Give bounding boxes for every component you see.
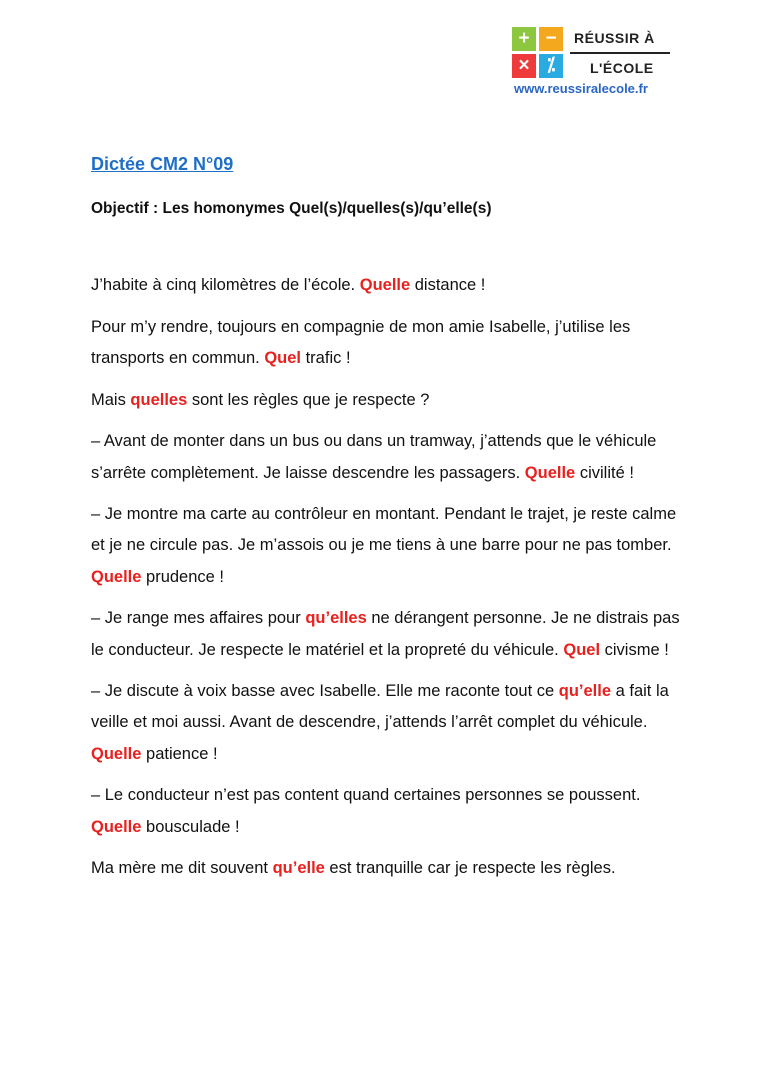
times-icon: × — [512, 54, 536, 78]
paragraph-4 — [91, 426, 691, 488]
paragraph-3 — [91, 385, 691, 416]
text-segment: est tranquille car je respecte les règles. — [324, 859, 616, 878]
site-logo — [512, 27, 682, 97]
homonym-highlight: qu’elle — [558, 682, 612, 701]
homonym-highlight: Quel — [563, 640, 601, 659]
homonym-highlight: Quelle — [359, 276, 411, 294]
homonym-highlight: qu’elle — [272, 859, 325, 878]
homonym-highlight: Quelle — [524, 463, 576, 482]
objective: Objectif : Les homonymes Quel(s)/quelles(s)/qu’elle(s) — [91, 200, 492, 217]
text-segment: patience ! — [141, 744, 218, 763]
paragraph-1 — [91, 270, 691, 301]
text-segment: Pour m’y rendre, toujours en compagnie de mon amie Isabelle, j’utilise les transports en commun. — [91, 317, 631, 367]
text-segment: ne dérangent personne. Je ne distrais pas le conducteur. Je respecte le matériel et la propreté du véhicule. — [91, 609, 680, 659]
plus-icon: + — [512, 27, 536, 51]
dictation-text — [91, 270, 691, 895]
text-segment: sont les règles que je respecte ? — [187, 390, 430, 409]
homonym-highlight: Quelle — [91, 744, 142, 763]
homonym-highlight: Quel — [264, 348, 302, 367]
text-segment: Ma mère me dit souvent — [91, 859, 273, 878]
logo-brand-line1: RÉUSSIR À — [574, 30, 655, 46]
text-segment: distance ! — [410, 276, 486, 294]
text-segment: civisme ! — [600, 640, 669, 659]
text-segment: – Avant de monter dans un bus ou dans un tramway, j’attends que le véhicule s’arrête complètement. Je laisse descendre les passagers. — [91, 432, 657, 482]
text-segment: – Je montre ma carte au contrôleur en montant. Pendant le trajet, je reste calme et je ne circule pas. Je m’assois ou je me tiens à une barre pour ne pas tomber. — [91, 505, 677, 555]
paragraph-8 — [91, 780, 691, 842]
logo-divider — [570, 52, 670, 54]
paragraph-5 — [91, 499, 691, 593]
homonym-highlight: quelles — [130, 390, 188, 409]
logo-url[interactable]: www.reussiralecole.fr — [514, 81, 648, 96]
text-segment: a fait la veille et moi aussi. Avant de descendre, j’attends l’arrêt complet du véhicule. — [91, 682, 669, 732]
text-segment: trafic ! — [301, 348, 351, 367]
text-segment: – Le conducteur n’est pas content quand certaines personnes se poussent. — [91, 786, 641, 805]
text-segment: bousculade ! — [141, 817, 240, 836]
divide-icon: ⁒ — [539, 54, 563, 78]
text-segment: Mais — [91, 390, 131, 409]
minus-icon: − — [539, 27, 563, 51]
homonym-highlight: Quelle — [91, 817, 142, 836]
logo-tiles — [512, 27, 564, 79]
text-segment: – Je range mes affaires pour — [91, 609, 306, 628]
homonym-highlight: qu’elles — [305, 609, 367, 628]
text-segment: – Je discute à voix basse avec Isabelle. Elle me raconte tout ce — [91, 682, 559, 701]
text-segment: prudence ! — [141, 567, 224, 586]
paragraph-9 — [91, 853, 691, 884]
paragraph-6 — [91, 603, 691, 665]
page-title[interactable]: Dictée CM2 N°09 — [91, 154, 234, 174]
paragraph-7 — [91, 676, 691, 770]
text-segment: J’habite à cinq kilomètres de l’école. — [91, 276, 360, 294]
logo-brand-line2: L'ÉCOLE — [590, 60, 654, 76]
homonym-highlight: Quelle — [91, 567, 142, 586]
paragraph-2 — [91, 312, 691, 374]
text-segment: civilité ! — [575, 463, 634, 482]
